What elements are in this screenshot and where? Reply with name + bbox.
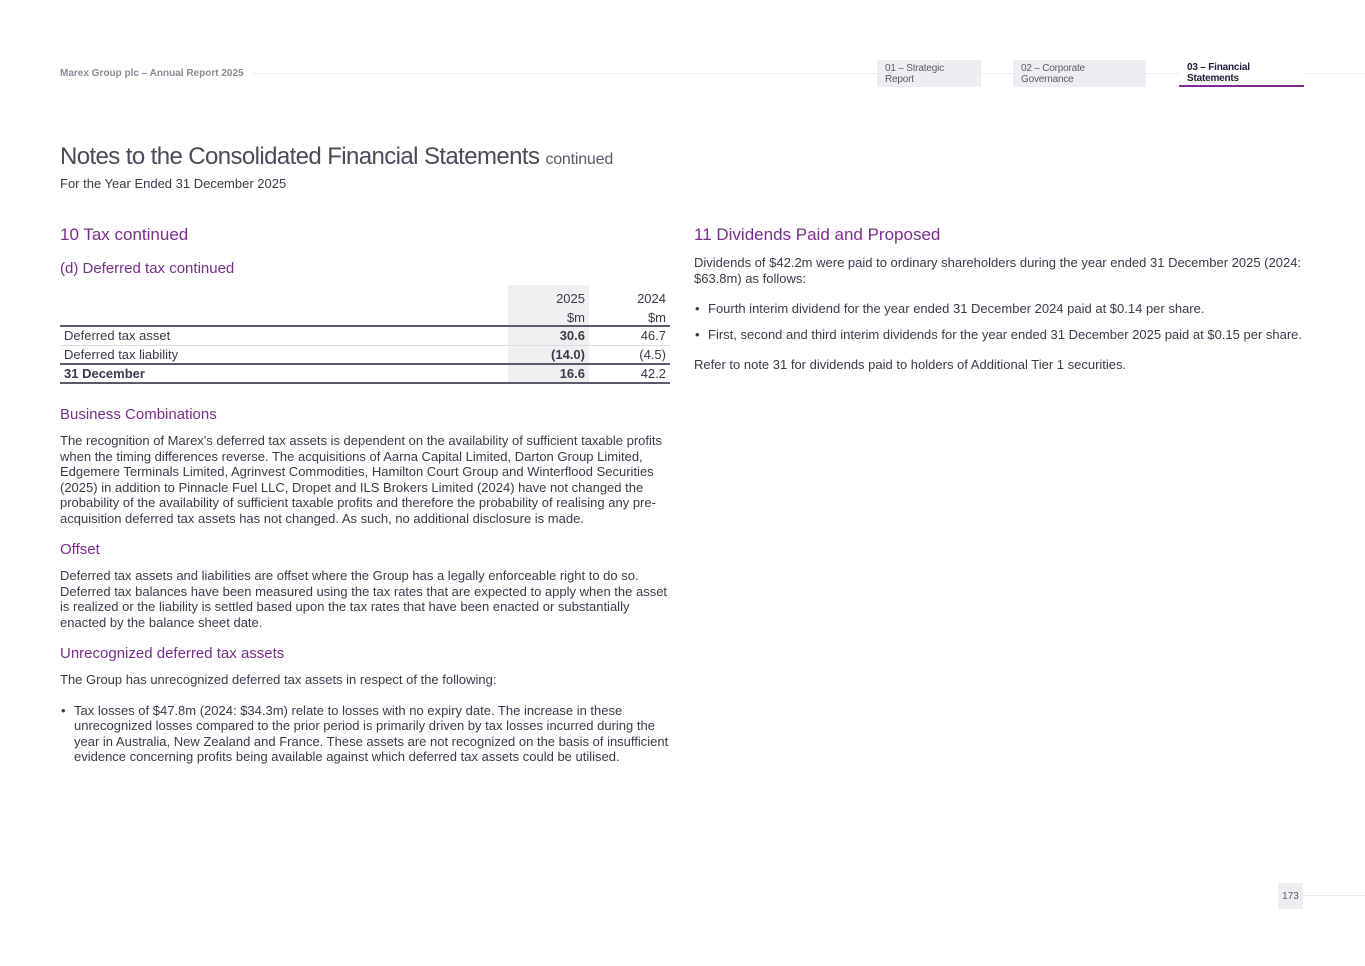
- unrecognized-list: [60, 703, 670, 765]
- table-header-year-2024: 2024: [637, 291, 666, 306]
- sub-heading-label: (d) Deferred tax: [60, 260, 166, 277]
- row-value-2024: 46.7: [589, 326, 670, 345]
- row-value-2024: (4.5): [589, 345, 670, 364]
- section-heading-tax: [60, 225, 670, 245]
- page-title: [60, 143, 613, 171]
- footer-divider: [1303, 895, 1365, 896]
- section-heading-suffix: continued: [114, 225, 189, 244]
- total-value-2024: 42.2: [589, 364, 670, 383]
- paragraph-unrecognized-intro: The Group has unrecognized deferred tax assets in respect of the following:: [60, 672, 497, 687]
- heading-offset: Offset: [60, 541, 100, 558]
- deferred-tax-table: [60, 285, 670, 384]
- page-title-main: Notes to the Consolidated Financial Statements: [60, 143, 540, 170]
- page-title-suffix: continued: [545, 151, 614, 168]
- page-subtitle: For the Year Ended 31 December 2025: [60, 176, 287, 191]
- tab-financial-statements[interactable]: 03 – Financial Statements: [1179, 60, 1304, 87]
- table-total-row: [60, 364, 670, 383]
- row-value-2025: (14.0): [508, 345, 589, 364]
- row-value-2025: 30.6: [508, 326, 589, 345]
- left-column: [60, 225, 670, 765]
- section-heading-label: 10 Tax: [60, 225, 110, 244]
- table-header-unit-2025: $m: [508, 306, 589, 326]
- tab-corporate-governance[interactable]: 02 – Corporate Governance: [1013, 60, 1146, 87]
- page-number: 173: [1278, 883, 1303, 909]
- tab-strategic-report[interactable]: 01 – Strategic Report: [877, 60, 981, 87]
- table-row: [60, 326, 670, 345]
- table-header-years: [60, 285, 670, 306]
- table-header-unit-2024: $m: [589, 306, 670, 326]
- total-value-2025: 16.6: [508, 364, 589, 383]
- row-label: Deferred tax liability: [60, 345, 508, 364]
- list-item: • Tax losses of $47.8m (2024: $34.3m) relate to losses with no expiry date. The increase in these unrecognized losses compared to the prior period is primarily driven by tax losses incurred during the year in Australia, New Zealand and France. These assets are not recognized on the basis of insufficient evidence concerning profits being available against which deferred tax assets could be utilised.: [60, 703, 670, 765]
- right-column: [694, 225, 1304, 373]
- table-header-year-2025: 2025: [508, 285, 589, 306]
- paragraph-business-combinations: The recognition of Marex's deferred tax assets is dependent on the availability of sufficient taxable profits when the timing differences reverse. The acquisitions of Aarna Capital Limited, Darton Group Limited, Edgemere Terminals Limited, Agrinvest Commodities, Hamilton Court Group and Winterflood Securities (2025) in addition to Pinnacle Fuel LLC, Dropet and ILS Brokers Limited (2024) have not changed the probability of the availability of sufficient taxable profits and therefore the probability of realising any pre-acquisition deferred tax assets has not changed. As such, no additional disclosure is made.: [60, 433, 663, 526]
- paragraph-offset: Deferred tax assets and liabilities are offset where the Group has a legally enforceable right to do so. Deferred tax balances have been measured using the tax rates that are expected to apply when the asset is realized or the liability is settled based upon the tax rates that have been enacted or substantially enacted by the balance sheet date.: [60, 568, 668, 630]
- table-row: [60, 345, 670, 364]
- sub-heading-suffix: continued: [169, 260, 235, 277]
- row-label: Deferred tax asset: [60, 326, 508, 345]
- paragraph-dividends-intro: Dividends of $42.2m were paid to ordinary shareholders during the year ended 31 December 2025 (2024: $63.8m) as follows:: [694, 255, 1302, 286]
- report-name: Marex Group plc – Annual Report 2025: [60, 68, 252, 79]
- paragraph-dividends-note: Refer to note 31 for dividends paid to holders of Additional Tier 1 securities.: [694, 357, 1127, 372]
- table-header-blank: [60, 306, 508, 326]
- list-item: • Fourth interim dividend for the year ended 31 December 2024 paid at $0.14 per share.: [694, 301, 1304, 317]
- section-heading-dividends: 11 Dividends Paid and Proposed: [694, 225, 941, 244]
- list-item: • First, second and third interim dividends for the year ended 31 December 2025 paid at $0.15 per share.: [694, 327, 1304, 343]
- table-header-units: [60, 306, 670, 326]
- heading-unrecognized: Unrecognized deferred tax assets: [60, 645, 285, 662]
- dividends-list: [694, 301, 1304, 342]
- total-label: 31 December: [60, 364, 508, 383]
- sub-heading-deferred-tax: [60, 260, 670, 278]
- table-header-blank: [60, 285, 508, 306]
- heading-business-combinations: Business Combinations: [60, 406, 217, 423]
